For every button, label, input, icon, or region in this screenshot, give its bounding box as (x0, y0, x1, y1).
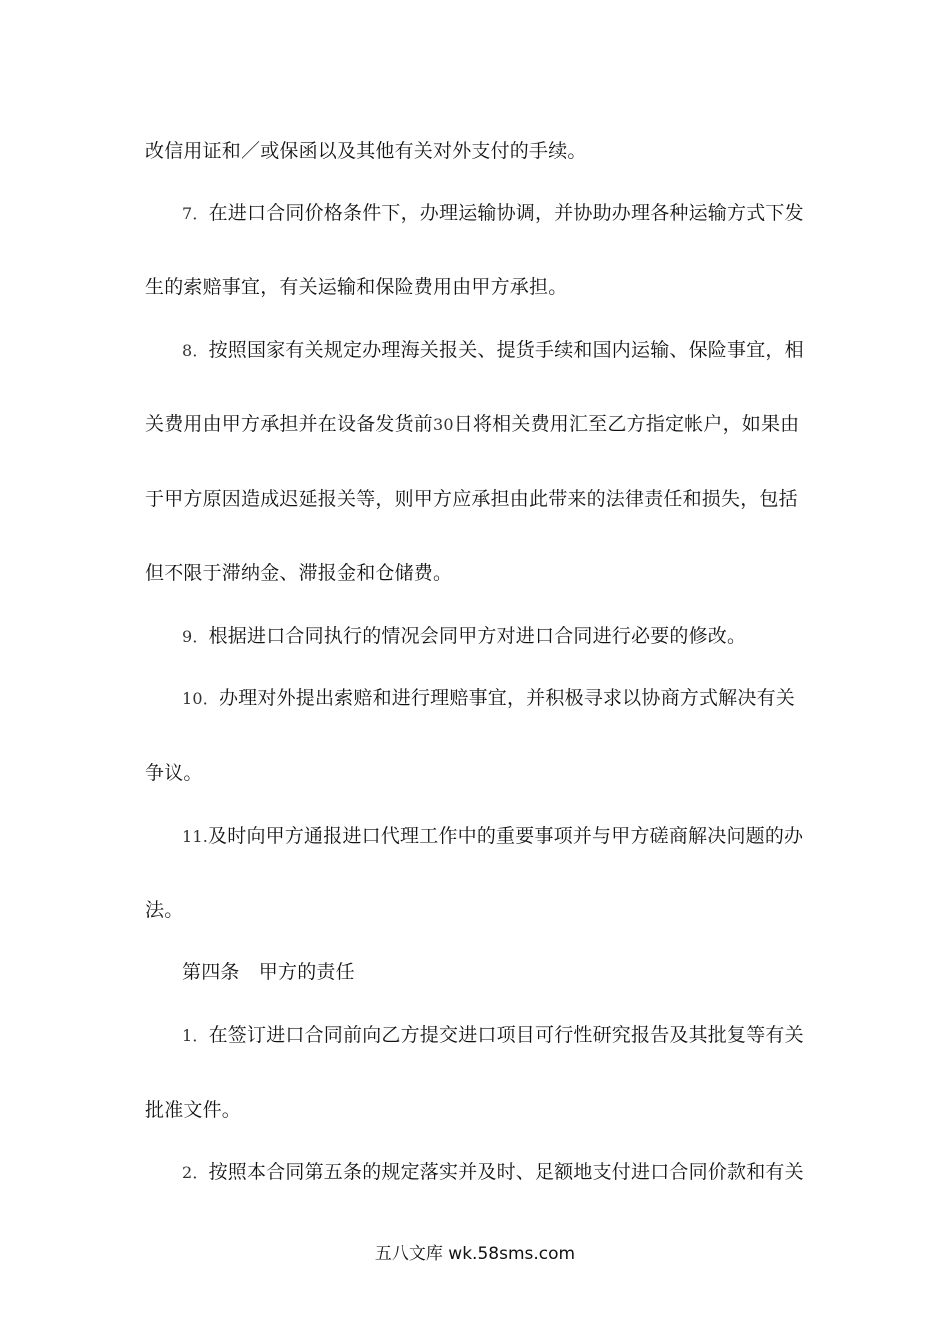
text-line (145, 275, 810, 299)
text-line (182, 1160, 847, 1185)
line-text: 第四条 甲方的责任 (182, 961, 355, 983)
text-line (182, 1023, 847, 1048)
line-text: 法。 (145, 899, 184, 921)
line-text: 办理对外提出索赔和进行理赔事宜，并积极寻求以协商方式解决有关 (218, 687, 795, 709)
line-text: 改信用证和／或保函以及其他有关对外支付的手续。 (145, 140, 587, 162)
text-line (182, 201, 847, 226)
line-text: 但不限于滞纳金、滞报金和仓储费。 (145, 562, 453, 584)
line-text-pre: 关费用由甲方承担并在设备发货前 (145, 413, 434, 435)
item-number: 11. (182, 827, 209, 846)
item-number: 10． (182, 689, 219, 708)
line-text: 根据进口合同执行的情况会同甲方对进口合同进行必要的修改。 (208, 625, 747, 647)
line-text: 在签订进口合同前向乙方提交进口项目可行性研究报告及其批复等有关 (208, 1024, 804, 1046)
line-text: 及时向甲方通报进口代理工作中的重要事项并与甲方磋商解决问题的办 (208, 825, 804, 847)
text-line (145, 898, 810, 922)
line-text: 在进口合同价格条件下，办理运输协调，并协助办理各种运输方式下发 (208, 202, 804, 224)
text-line (182, 686, 847, 711)
text-line (182, 338, 847, 363)
line-text: 于甲方原因造成迟延报关等，则甲方应承担由此带来的法律责任和损失，包括 (145, 488, 798, 510)
text-line (145, 139, 810, 163)
text-line (145, 561, 810, 585)
item-number: 7． (182, 204, 209, 223)
line-text: 日将相关费用汇至乙方指定帐户，如果由 (453, 413, 800, 435)
item-number: 9． (182, 627, 209, 646)
page-footer: 五八文库 wk.58sms.com (374, 1244, 576, 1264)
item-number: 2． (182, 1163, 209, 1182)
text-line (145, 761, 810, 785)
text-line (145, 487, 810, 511)
line-text: 争议。 (145, 762, 203, 784)
line-text: 按照本合同第五条的规定落实并及时、足额地支付进口合同价款和有关 (208, 1161, 804, 1183)
text-line (145, 412, 810, 437)
item-number: 8． (182, 341, 209, 360)
text-line (182, 824, 847, 849)
text-line (182, 624, 847, 649)
inline-number: 30 (433, 415, 454, 434)
line-text: 批准文件。 (145, 1099, 242, 1121)
line-text: 按照国家有关规定办理海关报关、提货手续和国内运输、保险事宜，相 (208, 339, 804, 361)
item-number: 1． (182, 1026, 209, 1045)
line-text: 生的索赔事宜，有关运输和保险费用由甲方承担。 (145, 276, 568, 298)
section-heading (182, 960, 847, 984)
text-line (145, 1098, 810, 1122)
